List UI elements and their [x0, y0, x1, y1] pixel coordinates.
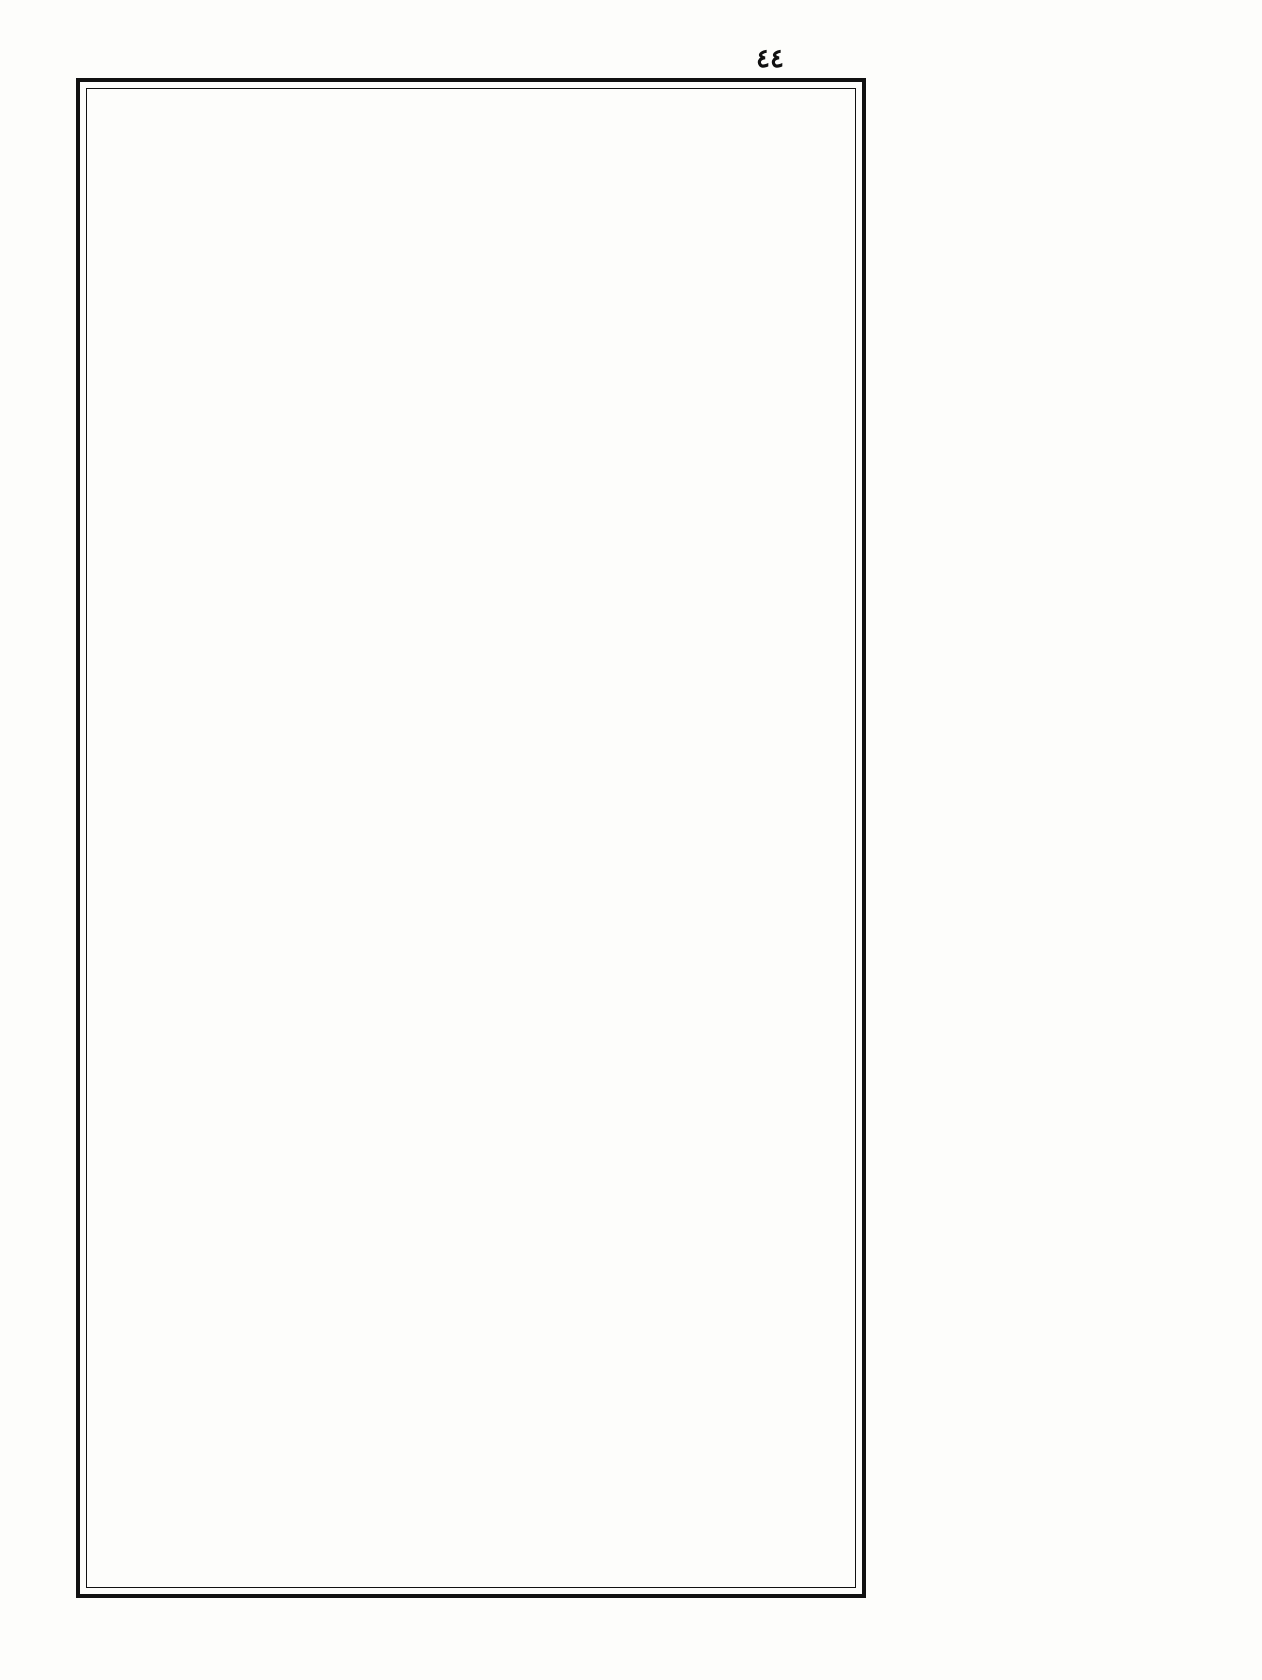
text-line [94, 1041, 848, 1074]
text-line [94, 389, 848, 422]
text-line [94, 259, 848, 292]
text-line [94, 292, 848, 325]
text-line [94, 1335, 848, 1368]
text-line [94, 1530, 848, 1563]
text-line [94, 715, 848, 748]
text-line [94, 1074, 848, 1107]
text-line [94, 1139, 848, 1172]
text-line [94, 1367, 848, 1400]
main-text-block [94, 96, 848, 1580]
text-line [94, 911, 848, 944]
text-line [94, 976, 848, 1009]
text-line [94, 683, 848, 716]
text-line [94, 650, 848, 683]
text-line [94, 422, 848, 455]
text-line [94, 1302, 848, 1335]
text-line [94, 813, 848, 846]
text-frame [76, 78, 866, 1598]
text-line [94, 1009, 848, 1042]
text-line [94, 552, 848, 585]
text-line [94, 1432, 848, 1465]
text-line [94, 1465, 848, 1498]
text-line [94, 1400, 848, 1433]
text-line [94, 455, 848, 488]
text-line [94, 1237, 848, 1270]
text-line [94, 1172, 848, 1205]
text-line [94, 96, 848, 129]
marginal-gloss [884, 360, 1213, 614]
text-line [94, 1204, 848, 1237]
text-line [94, 1269, 848, 1302]
page-number: ٤٤ [756, 44, 784, 74]
text-line [94, 129, 848, 162]
text-line [94, 943, 848, 976]
text-line [94, 1498, 848, 1531]
text-line [94, 1106, 848, 1139]
text-line [94, 878, 848, 911]
text-line [94, 780, 848, 813]
text-line [94, 226, 848, 259]
text-line [94, 520, 848, 553]
text-line [94, 194, 848, 227]
text-line [94, 748, 848, 781]
text-line [94, 618, 848, 651]
text-line [94, 357, 848, 390]
text-line [94, 324, 848, 357]
text-line [94, 487, 848, 520]
text-line [94, 161, 848, 194]
text-line [94, 846, 848, 879]
text-line [94, 585, 848, 618]
